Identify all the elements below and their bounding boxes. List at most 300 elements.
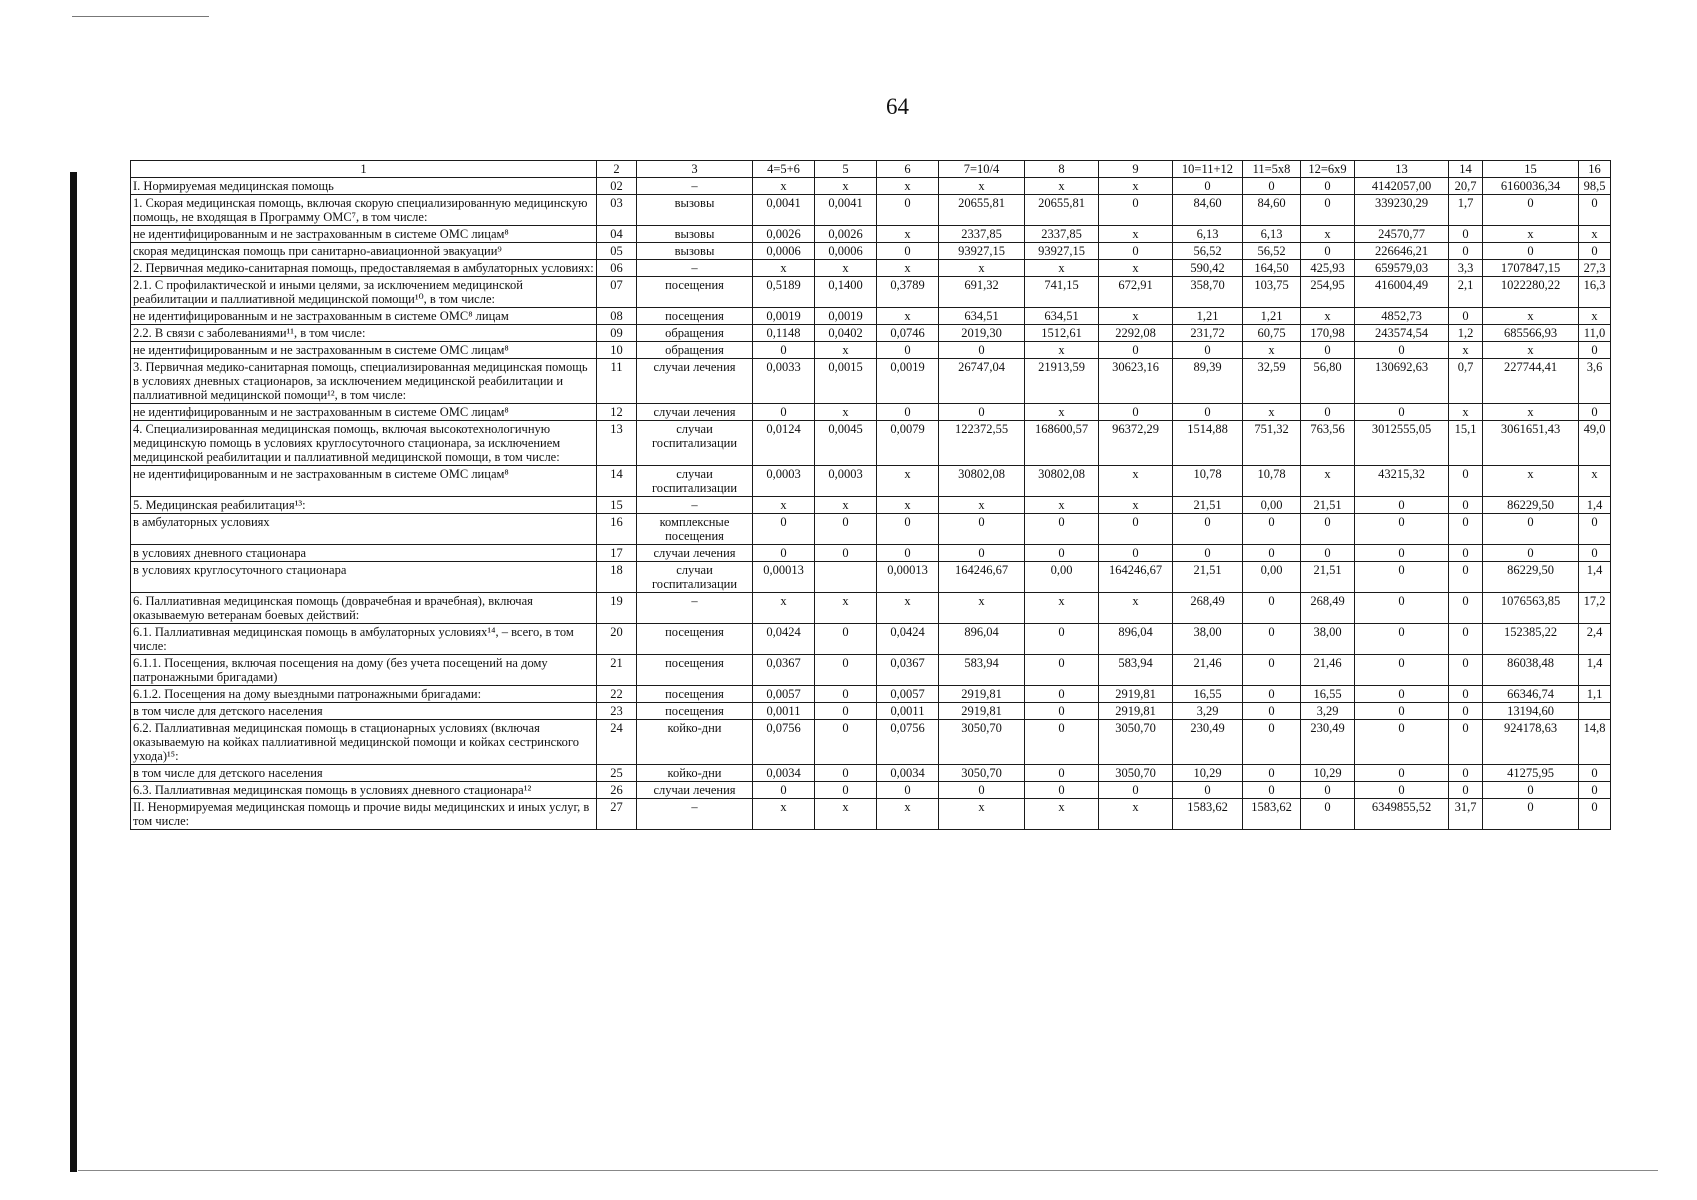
row-label: 2. Первичная медико-санитарная помощь, предоставляемая в амбулаторных условиях:	[131, 260, 597, 277]
value-cell: 0	[815, 624, 877, 655]
value-cell: 26747,04	[939, 359, 1025, 404]
value-cell: 0	[1243, 703, 1301, 720]
value-cell: 0	[1449, 703, 1483, 720]
value-cell: 96372,29	[1099, 421, 1173, 466]
value-cell: 0	[815, 765, 877, 782]
value-cell: 741,15	[1025, 277, 1099, 308]
value-cell: 3,3	[1449, 260, 1483, 277]
value-cell: x	[1025, 178, 1099, 195]
unit-cell: –	[637, 593, 753, 624]
table-row	[131, 799, 1611, 830]
value-cell: 0,0402	[815, 325, 877, 342]
row-code: 09	[597, 325, 637, 342]
value-cell: 20655,81	[1025, 195, 1099, 226]
value-cell: 0,7	[1449, 359, 1483, 404]
value-cell: 0,00	[1025, 562, 1099, 593]
value-cell: 17,2	[1579, 593, 1611, 624]
value-cell: 98,5	[1579, 178, 1611, 195]
unit-cell: посещения	[637, 703, 753, 720]
value-cell: 0	[1355, 514, 1449, 545]
value-cell: 27,3	[1579, 260, 1611, 277]
value-cell: 0	[1301, 404, 1355, 421]
value-cell: x	[877, 593, 939, 624]
unit-cell: комплексные посещения	[637, 514, 753, 545]
value-cell: 0	[1099, 195, 1173, 226]
value-cell: 0,0003	[753, 466, 815, 497]
value-cell: 38,00	[1173, 624, 1243, 655]
header-cell: 16	[1579, 161, 1611, 178]
value-cell: 0,0045	[815, 421, 877, 466]
value-cell: 0	[1243, 655, 1301, 686]
value-cell: x	[1301, 226, 1355, 243]
value-cell: 0,00013	[753, 562, 815, 593]
value-cell: 0	[1355, 624, 1449, 655]
value-cell: 2919,81	[1099, 703, 1173, 720]
value-cell: 16,55	[1301, 686, 1355, 703]
header-cell: 11=5x8	[1243, 161, 1301, 178]
value-cell: 3050,70	[1099, 720, 1173, 765]
table-row	[131, 514, 1611, 545]
value-cell: x	[753, 593, 815, 624]
value-cell: 0	[1025, 655, 1099, 686]
value-cell: 0	[1355, 703, 1449, 720]
value-cell: 21,46	[1173, 655, 1243, 686]
value-cell: 0,0367	[877, 655, 939, 686]
value-cell: 0,0033	[753, 359, 815, 404]
value-cell: x	[815, 497, 877, 514]
value-cell: 56,52	[1173, 243, 1243, 260]
value-cell: 43215,32	[1355, 466, 1449, 497]
value-cell: 1583,62	[1243, 799, 1301, 830]
page-number: 64	[886, 94, 909, 119]
table-row	[131, 782, 1611, 799]
value-cell: 0	[1449, 497, 1483, 514]
value-cell: 20,7	[1449, 178, 1483, 195]
row-label: в условиях круглосуточного стационара	[131, 562, 597, 593]
table-row	[131, 308, 1611, 325]
value-cell: 1076563,85	[1483, 593, 1579, 624]
unit-cell: посещения	[637, 624, 753, 655]
row-label: 5. Медицинская реабилитация¹³:	[131, 497, 597, 514]
value-cell: 1022280,22	[1483, 277, 1579, 308]
row-code: 16	[597, 514, 637, 545]
value-cell: x	[939, 178, 1025, 195]
unit-cell: случаи лечения	[637, 782, 753, 799]
unit-cell: посещения	[637, 277, 753, 308]
value-cell: 20655,81	[939, 195, 1025, 226]
value-cell: 0	[1579, 545, 1611, 562]
value-cell: x	[1025, 497, 1099, 514]
row-code: 14	[597, 466, 637, 497]
value-cell: 0	[1173, 404, 1243, 421]
value-cell: 0,0006	[815, 243, 877, 260]
row-label: в условиях дневного стационара	[131, 545, 597, 562]
table-row	[131, 593, 1611, 624]
value-cell: 0	[753, 545, 815, 562]
value-cell: 30623,16	[1099, 359, 1173, 404]
value-cell: 0,0057	[877, 686, 939, 703]
unit-cell: случаи лечения	[637, 359, 753, 404]
value-cell: 0	[1025, 514, 1099, 545]
value-cell: 1,2	[1449, 325, 1483, 342]
value-cell: 6,13	[1243, 226, 1301, 243]
value-cell: x	[815, 593, 877, 624]
value-cell: 0	[1243, 720, 1301, 765]
value-cell: 6160036,34	[1483, 178, 1579, 195]
value-cell: 1707847,15	[1483, 260, 1579, 277]
row-code: 04	[597, 226, 637, 243]
value-cell: 0	[1243, 178, 1301, 195]
value-cell: 0	[1243, 782, 1301, 799]
value-cell: 0	[1483, 799, 1579, 830]
value-cell: 86229,50	[1483, 562, 1579, 593]
value-cell: 0	[1173, 782, 1243, 799]
value-cell: x	[1099, 497, 1173, 514]
unit-cell: обращения	[637, 342, 753, 359]
value-cell: x	[753, 497, 815, 514]
value-cell: 0,3789	[877, 277, 939, 308]
unit-cell: койко-дни	[637, 765, 753, 782]
value-cell: 170,98	[1301, 325, 1355, 342]
value-cell: 590,42	[1173, 260, 1243, 277]
table-row	[131, 703, 1611, 720]
row-code: 17	[597, 545, 637, 562]
row-label: 6. Паллиативная медицинская помощь (доврачебная и врачебная), включая оказываемую ветеранам боевых действий:	[131, 593, 597, 624]
row-code: 11	[597, 359, 637, 404]
table-row	[131, 226, 1611, 243]
row-label: в амбулаторных условиях	[131, 514, 597, 545]
value-cell: 0	[1025, 624, 1099, 655]
value-cell: 0	[1449, 720, 1483, 765]
value-cell: 2292,08	[1099, 325, 1173, 342]
value-cell: 86229,50	[1483, 497, 1579, 514]
value-cell: 0	[1483, 514, 1579, 545]
table-row	[131, 720, 1611, 765]
table-row	[131, 342, 1611, 359]
row-label: I. Нормируемая медицинская помощь	[131, 178, 597, 195]
row-code: 26	[597, 782, 637, 799]
value-cell: 0,00013	[877, 562, 939, 593]
value-cell: 3,29	[1301, 703, 1355, 720]
value-cell: 0	[939, 545, 1025, 562]
value-cell: x	[1449, 342, 1483, 359]
value-cell: 0	[1099, 404, 1173, 421]
bottom-rule	[78, 1170, 1658, 1171]
unit-cell: посещения	[637, 655, 753, 686]
header-cell: 3	[637, 161, 753, 178]
value-cell: 0	[1579, 342, 1611, 359]
value-cell: x	[1025, 342, 1099, 359]
row-label: не идентифицированным и не застрахованным в системе ОМС лицам⁸	[131, 226, 597, 243]
value-cell: 1,21	[1243, 308, 1301, 325]
financing-table	[130, 160, 1610, 830]
value-cell: 0,0019	[753, 308, 815, 325]
value-cell: 1,4	[1579, 655, 1611, 686]
value-cell: 1,1	[1579, 686, 1611, 703]
value-cell: 0,5189	[753, 277, 815, 308]
row-label: II. Ненормируемая медицинская помощь и прочие виды медицинских и иных услуг, в том числе:	[131, 799, 597, 830]
value-cell: x	[1025, 404, 1099, 421]
table-row	[131, 260, 1611, 277]
value-cell: 24570,77	[1355, 226, 1449, 243]
header-cell: 1	[131, 161, 597, 178]
value-cell: 0	[1355, 497, 1449, 514]
value-cell: 0	[1579, 765, 1611, 782]
value-cell: 130692,63	[1355, 359, 1449, 404]
header-cell: 12=6x9	[1301, 161, 1355, 178]
value-cell: x	[1099, 799, 1173, 830]
row-code: 20	[597, 624, 637, 655]
row-code: 22	[597, 686, 637, 703]
value-cell: 0,0041	[815, 195, 877, 226]
table-row	[131, 545, 1611, 562]
value-cell: 0,0756	[753, 720, 815, 765]
value-cell	[815, 562, 877, 593]
row-code: 24	[597, 720, 637, 765]
value-cell: 0	[1243, 593, 1301, 624]
value-cell: 0	[1099, 545, 1173, 562]
value-cell: 0,0011	[753, 703, 815, 720]
value-cell: 1,7	[1449, 195, 1483, 226]
value-cell: x	[815, 260, 877, 277]
value-cell: 0	[877, 243, 939, 260]
value-cell: 0,0079	[877, 421, 939, 466]
value-cell: x	[1099, 308, 1173, 325]
value-cell: 3,29	[1173, 703, 1243, 720]
value-cell	[1579, 703, 1611, 720]
row-label: не идентифицированным и не застрахованным в системе ОМС лицам⁸	[131, 404, 597, 421]
value-cell: 0	[1301, 178, 1355, 195]
value-cell: 0	[815, 720, 877, 765]
value-cell: 0,0019	[815, 308, 877, 325]
value-cell: 0	[753, 514, 815, 545]
value-cell: 0	[1301, 342, 1355, 359]
row-label: не идентифицированным и не застрахованным в системе ОМС лицам⁸	[131, 342, 597, 359]
value-cell: 0	[939, 342, 1025, 359]
unit-cell: койко-дни	[637, 720, 753, 765]
value-cell: 2019,30	[939, 325, 1025, 342]
value-cell: x	[1483, 342, 1579, 359]
row-code: 06	[597, 260, 637, 277]
value-cell: x	[1483, 308, 1579, 325]
table-row	[131, 195, 1611, 226]
value-cell: 11,0	[1579, 325, 1611, 342]
value-cell: 339230,29	[1355, 195, 1449, 226]
value-cell: 0	[1243, 686, 1301, 703]
value-cell: 21,51	[1301, 562, 1355, 593]
value-cell: x	[1099, 593, 1173, 624]
value-cell: 84,60	[1173, 195, 1243, 226]
value-cell: 0	[939, 782, 1025, 799]
header-cell: 9	[1099, 161, 1173, 178]
value-cell: 15,1	[1449, 421, 1483, 466]
value-cell: x	[815, 178, 877, 195]
value-cell: 0	[1449, 765, 1483, 782]
value-cell: x	[1301, 308, 1355, 325]
value-cell: 0	[1579, 404, 1611, 421]
value-cell: 0	[1355, 593, 1449, 624]
value-cell: x	[1243, 342, 1301, 359]
value-cell: 583,94	[939, 655, 1025, 686]
unit-cell: посещения	[637, 308, 753, 325]
value-cell: 896,04	[1099, 624, 1173, 655]
value-cell: 924178,63	[1483, 720, 1579, 765]
value-cell: 0,0424	[877, 624, 939, 655]
value-cell: 0	[1483, 243, 1579, 260]
value-cell: 0	[1025, 703, 1099, 720]
value-cell: 0	[1025, 765, 1099, 782]
value-cell: 0,0746	[877, 325, 939, 342]
unit-cell: –	[637, 799, 753, 830]
header-cell: 13	[1355, 161, 1449, 178]
value-cell: 0	[1355, 655, 1449, 686]
value-cell: 0	[1301, 799, 1355, 830]
value-cell: 0	[1449, 226, 1483, 243]
row-label: в том числе для детского населения	[131, 703, 597, 720]
value-cell: 0,0041	[753, 195, 815, 226]
value-cell: x	[1579, 308, 1611, 325]
value-cell: 231,72	[1173, 325, 1243, 342]
row-code: 13	[597, 421, 637, 466]
row-code: 18	[597, 562, 637, 593]
row-code: 15	[597, 497, 637, 514]
value-cell: 691,32	[939, 277, 1025, 308]
header-cell: 7=10/4	[939, 161, 1025, 178]
value-cell: 0	[1355, 562, 1449, 593]
value-cell: 0	[1099, 243, 1173, 260]
value-cell: 21,51	[1173, 562, 1243, 593]
value-cell: 13194,60	[1483, 703, 1579, 720]
value-cell: x	[753, 799, 815, 830]
value-cell: 0	[815, 782, 877, 799]
value-cell: 0	[1355, 404, 1449, 421]
value-cell: 0	[815, 514, 877, 545]
value-cell: 0	[1355, 782, 1449, 799]
table-row	[131, 497, 1611, 514]
value-cell: x	[1449, 404, 1483, 421]
value-cell: x	[1579, 226, 1611, 243]
row-label: 6.2. Паллиативная медицинская помощь в стационарных условиях (включая оказываемую на койках паллиативной медицинской помощи и койках сестринского ухода)¹⁵:	[131, 720, 597, 765]
value-cell: 3050,70	[939, 720, 1025, 765]
value-cell: 10,29	[1301, 765, 1355, 782]
value-cell: 0	[877, 545, 939, 562]
value-cell: x	[753, 178, 815, 195]
value-cell: x	[939, 260, 1025, 277]
row-code: 19	[597, 593, 637, 624]
value-cell: 1514,88	[1173, 421, 1243, 466]
value-cell: 10,29	[1173, 765, 1243, 782]
value-cell: 2,4	[1579, 624, 1611, 655]
value-cell: 0	[1449, 655, 1483, 686]
value-cell: 21913,59	[1025, 359, 1099, 404]
value-cell: 0	[1243, 514, 1301, 545]
value-cell: x	[877, 226, 939, 243]
value-cell: 0	[877, 342, 939, 359]
unit-cell: обращения	[637, 325, 753, 342]
value-cell: 226646,21	[1355, 243, 1449, 260]
row-label: в том числе для детского населения	[131, 765, 597, 782]
value-cell: 0	[877, 514, 939, 545]
value-cell: 0	[1579, 195, 1611, 226]
value-cell: 21,51	[1301, 497, 1355, 514]
value-cell: 3012555,05	[1355, 421, 1449, 466]
value-cell: 0	[1243, 545, 1301, 562]
value-cell: 672,91	[1099, 277, 1173, 308]
value-cell: 763,56	[1301, 421, 1355, 466]
value-cell: x	[939, 497, 1025, 514]
value-cell: 86038,48	[1483, 655, 1579, 686]
value-cell: 0,00	[1243, 497, 1301, 514]
value-cell: 0	[1449, 514, 1483, 545]
value-cell: 21,46	[1301, 655, 1355, 686]
value-cell: 0,0367	[753, 655, 815, 686]
table-row	[131, 562, 1611, 593]
value-cell: 0	[1173, 342, 1243, 359]
value-cell: 0	[1579, 782, 1611, 799]
value-cell: 0	[1099, 342, 1173, 359]
header-cell: 4=5+6	[753, 161, 815, 178]
header-cell: 6	[877, 161, 939, 178]
value-cell: 0	[1301, 195, 1355, 226]
unit-cell: случаи госпитализации	[637, 466, 753, 497]
value-cell: x	[1483, 404, 1579, 421]
value-cell: 425,93	[1301, 260, 1355, 277]
value-cell: 0	[1025, 545, 1099, 562]
value-cell: 0	[1173, 545, 1243, 562]
value-cell: 0	[1099, 514, 1173, 545]
value-cell: 93927,15	[1025, 243, 1099, 260]
value-cell: 0	[939, 404, 1025, 421]
value-cell: 0	[753, 782, 815, 799]
value-cell: 38,00	[1301, 624, 1355, 655]
table-row	[131, 466, 1611, 497]
value-cell: 164,50	[1243, 260, 1301, 277]
row-code: 12	[597, 404, 637, 421]
value-cell: 0	[1579, 799, 1611, 830]
value-cell: 0	[877, 404, 939, 421]
value-cell: 0	[1301, 243, 1355, 260]
value-cell: 0	[1355, 720, 1449, 765]
value-cell: 0	[1449, 243, 1483, 260]
value-cell: 0	[877, 195, 939, 226]
value-cell: x	[1243, 404, 1301, 421]
value-cell: 10,78	[1173, 466, 1243, 497]
value-cell: 0	[1301, 782, 1355, 799]
row-label: 2.2. В связи с заболеваниями¹¹, в том числе:	[131, 325, 597, 342]
value-cell: 0,1400	[815, 277, 877, 308]
value-cell: 0	[1243, 624, 1301, 655]
value-cell: 10,78	[1243, 466, 1301, 497]
header-cell: 14	[1449, 161, 1483, 178]
value-cell: 634,51	[1025, 308, 1099, 325]
value-cell: 56,80	[1301, 359, 1355, 404]
value-cell: 4852,73	[1355, 308, 1449, 325]
value-cell: 0,0003	[815, 466, 877, 497]
value-cell: x	[877, 260, 939, 277]
value-cell: 583,94	[1099, 655, 1173, 686]
value-cell: 14,8	[1579, 720, 1611, 765]
value-cell: 1583,62	[1173, 799, 1243, 830]
header-row	[131, 161, 1611, 178]
value-cell: 6,13	[1173, 226, 1243, 243]
value-cell: 0	[1173, 178, 1243, 195]
row-label: не идентифицированным и не застрахованным в системе ОМС лицам⁸	[131, 466, 597, 497]
unit-cell: посещения	[637, 686, 753, 703]
row-code: 25	[597, 765, 637, 782]
unit-cell: вызовы	[637, 226, 753, 243]
unit-cell: случаи госпитализации	[637, 421, 753, 466]
table-row	[131, 243, 1611, 260]
